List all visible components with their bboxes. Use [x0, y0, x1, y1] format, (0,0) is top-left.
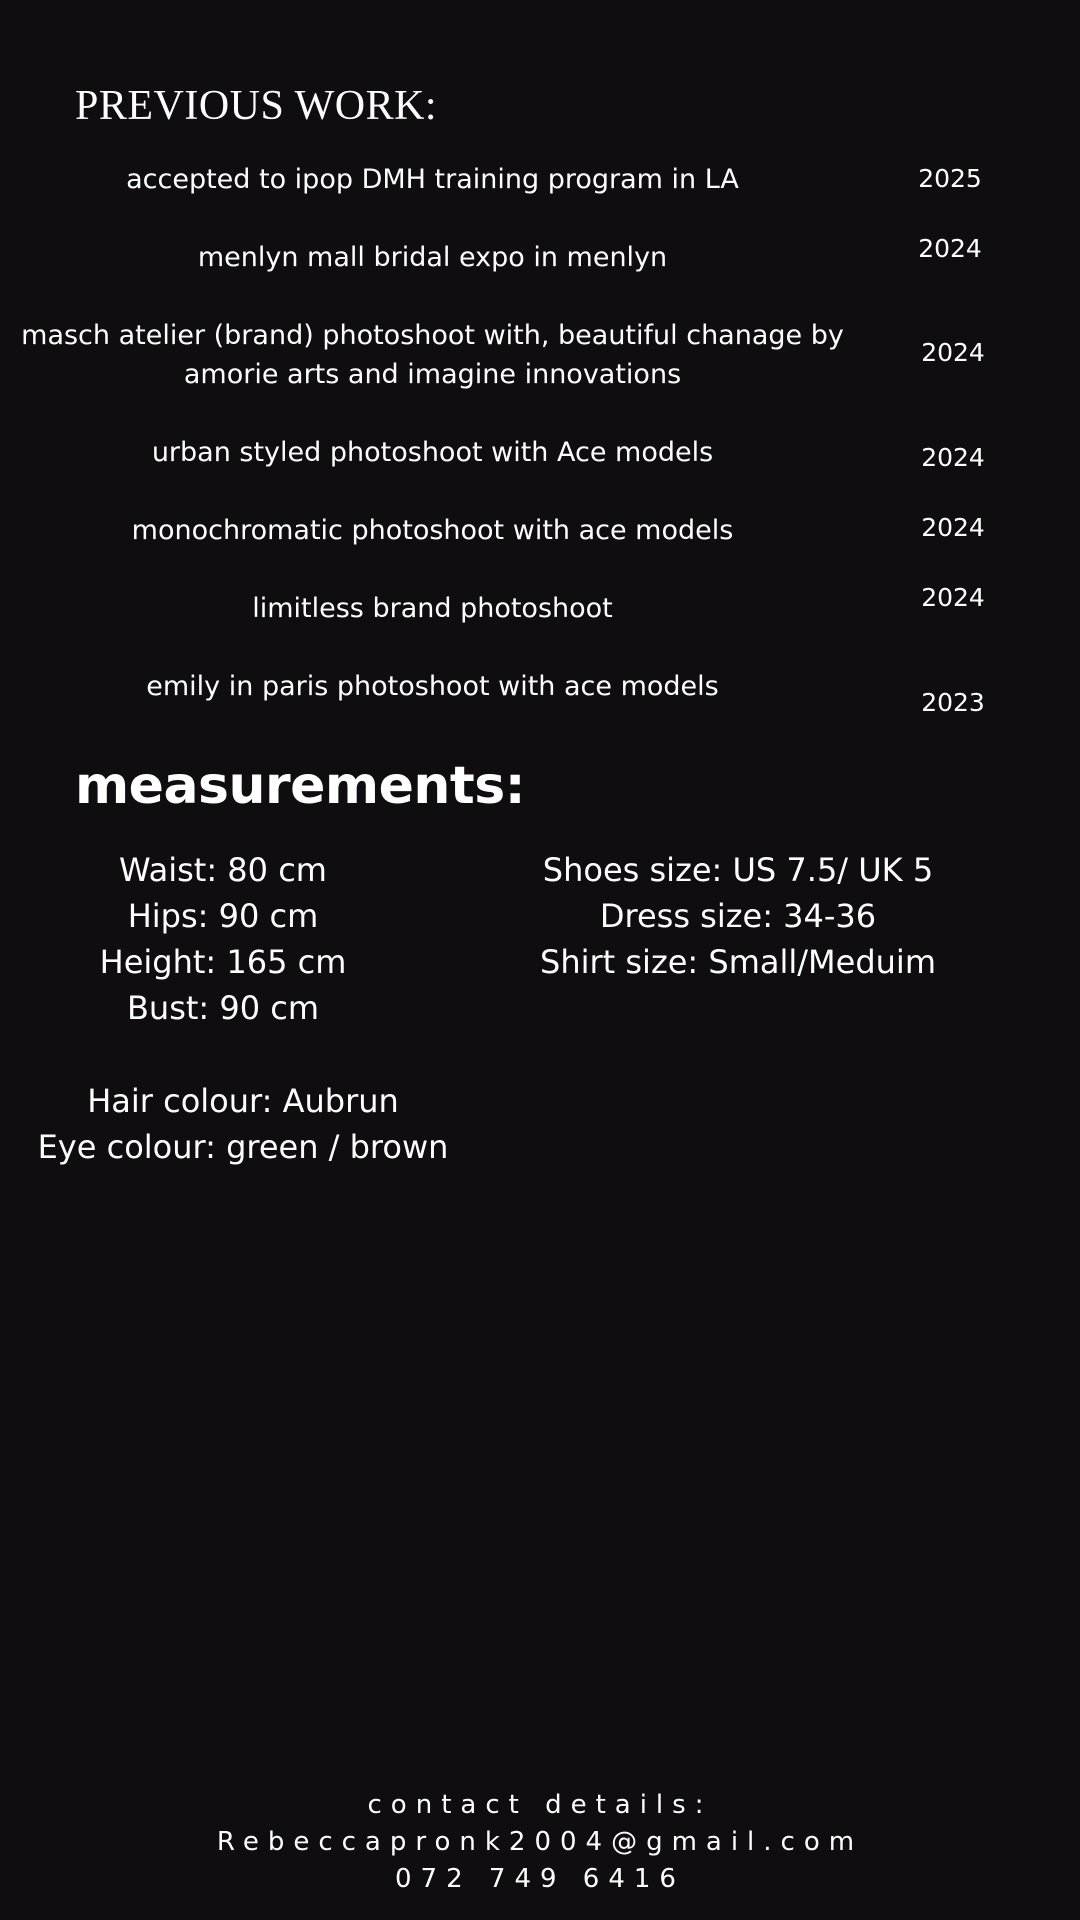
work-item-year: 2024	[921, 513, 985, 542]
contact-label: contact details:	[367, 1790, 713, 1820]
shoe-size-value: Shoes size: US 7.5/ UK 5	[542, 851, 934, 889]
work-item-description: emily in paris photoshoot with ace models	[146, 671, 719, 702]
measurements-right-column	[520, 847, 956, 985]
work-item-year: 2023	[921, 688, 985, 717]
work-item-description: limitless brand photoshoot	[252, 593, 613, 624]
work-item-year: 2024	[921, 443, 985, 472]
measurements-left-column	[40, 847, 406, 1031]
hair-colour-value: Hair colour: Aubrun	[87, 1082, 399, 1120]
height-value: Height: 165 cm	[99, 943, 347, 981]
work-item-description: masch atelier (brand) photoshoot with, beautiful chanage by amorie arts and imagine innovations	[21, 320, 844, 390]
work-item-description: menlyn mall bridal expo in menlyn	[197, 242, 668, 273]
eye-colour-value: Eye colour: green / brown	[37, 1128, 449, 1166]
work-item-year: 2024	[921, 583, 985, 612]
work-item-year: 2024	[918, 234, 982, 263]
shirt-size-value: Shirt size: Small/Meduim	[540, 943, 936, 981]
bust-value: Bust: 90 cm	[126, 989, 320, 1027]
work-item-description: monochromatic photoshoot with ace models	[131, 515, 734, 546]
work-item-description: urban styled photoshoot with Ace models	[151, 437, 714, 468]
hips-value: Hips: 90 cm	[127, 897, 319, 935]
previous-work-title: PREVIOUS WORK:	[75, 83, 438, 129]
appearance-block	[20, 1078, 466, 1170]
contact-phone[interactable]: 072 749 6416	[395, 1864, 685, 1894]
dress-size-value: Dress size: 34-36	[599, 897, 877, 935]
waist-value: Waist: 80 cm	[119, 851, 327, 889]
measurements-title: measurements:	[75, 756, 525, 816]
work-item-year: 2025	[918, 164, 982, 193]
contact-email[interactable]: Rebeccapronk2004@gmail.com	[216, 1827, 864, 1857]
work-item-year: 2024	[921, 338, 985, 367]
work-item-description: accepted to ipop DMH training program in LA	[126, 164, 739, 195]
